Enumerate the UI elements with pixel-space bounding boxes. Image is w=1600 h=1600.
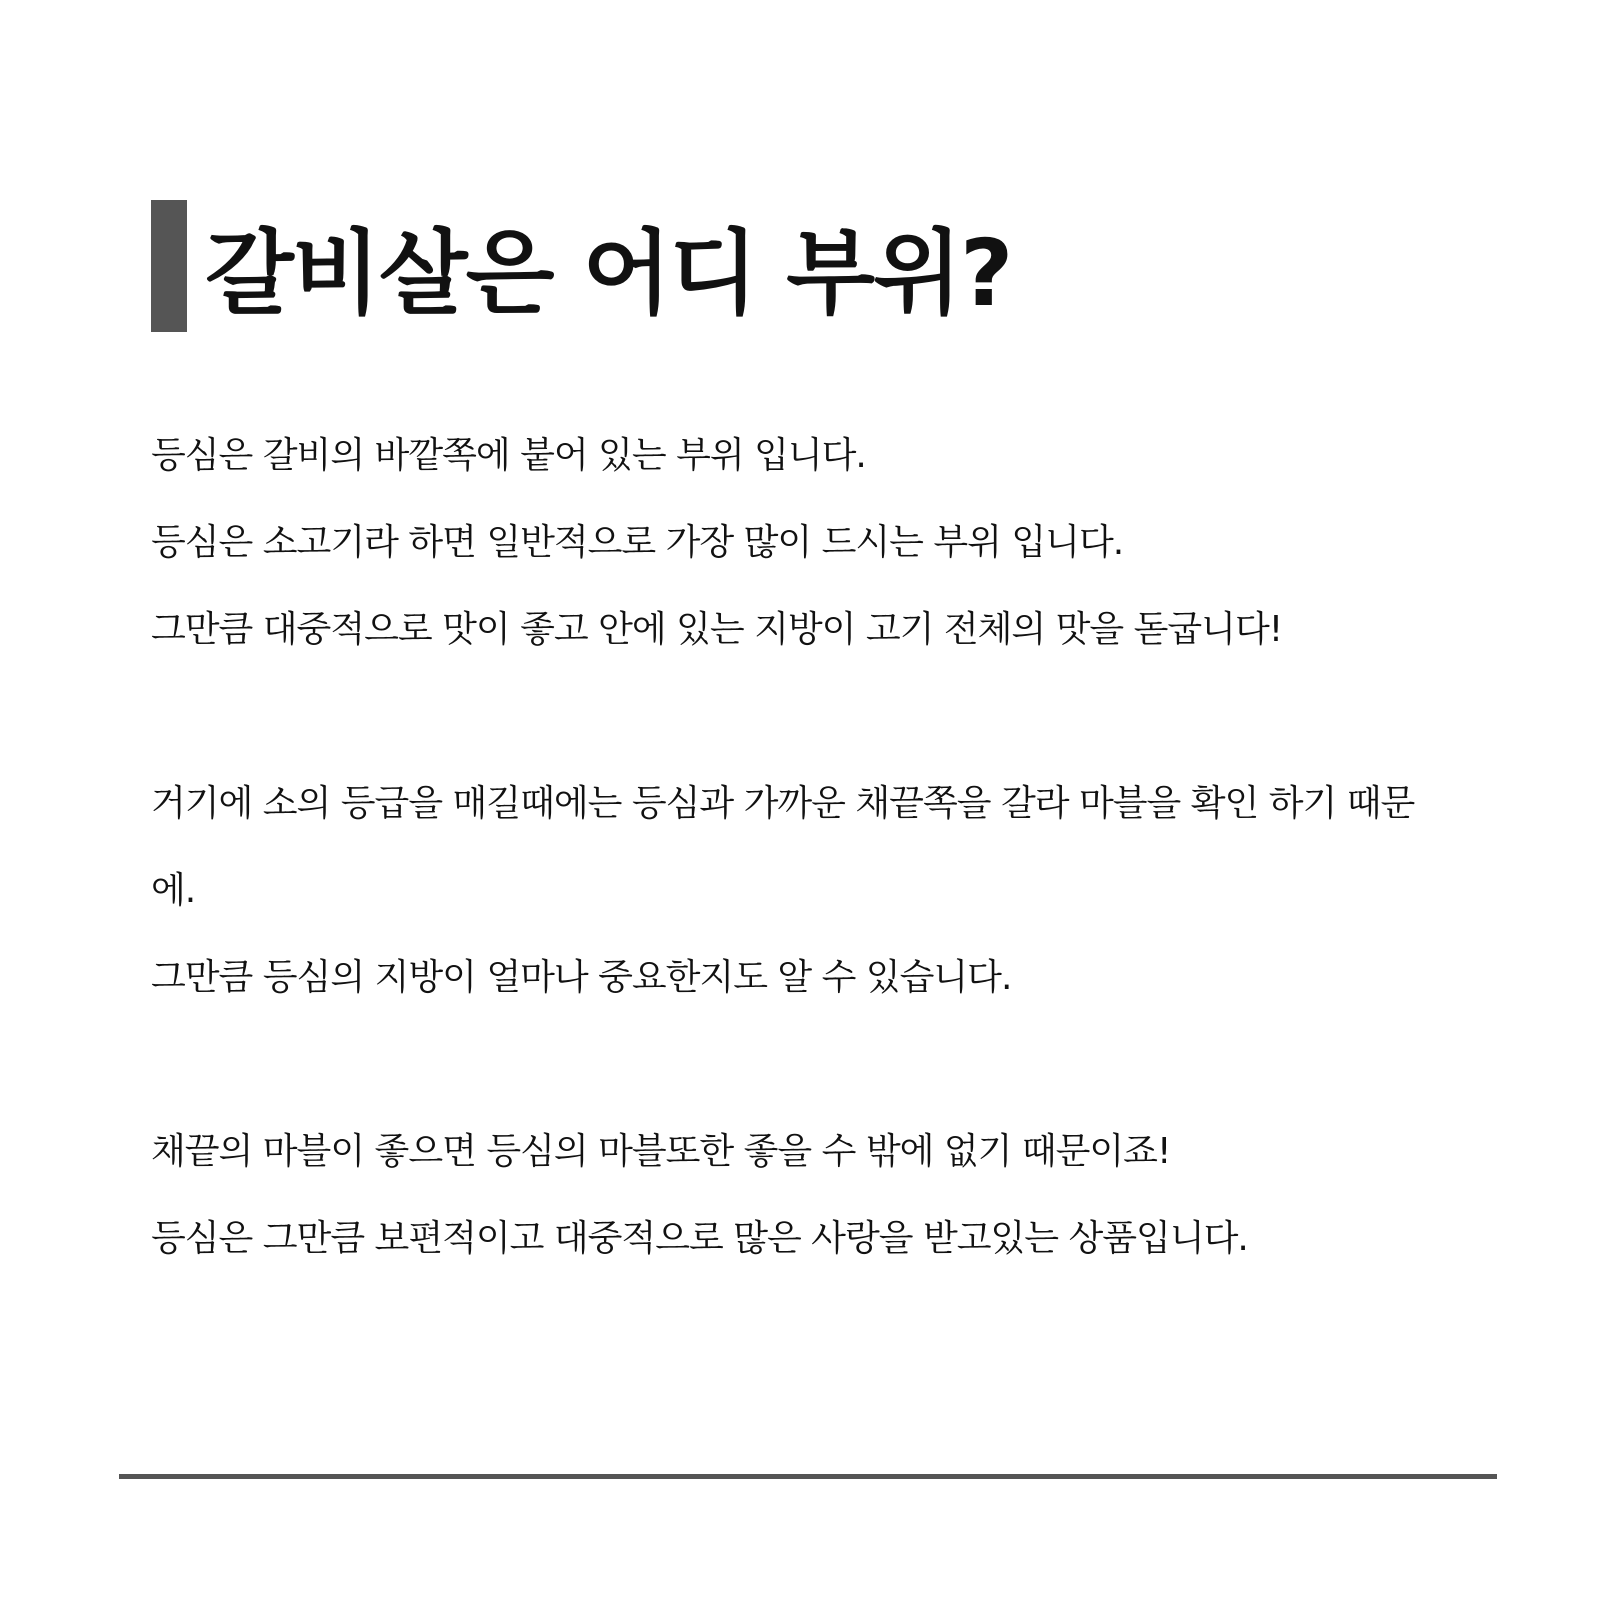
text-line: 등심은 갈비의 바깥쪽에 붙어 있는 부위 입니다. [151, 435, 866, 476]
paragraph-gap [151, 1021, 1461, 1108]
text-line: 거기에 소의 등급을 매길때에는 등심과 가까운 채끝쪽을 갈라 마블을 확인 하기 때문 [151, 783, 1415, 824]
page-title-block [151, 200, 1011, 332]
text-line: 그만큼 등심의 지방이 얼마나 중요한지도 알 수 있습니다. [151, 957, 1012, 998]
paragraph-gap [151, 673, 1461, 760]
text-line: 등심은 그만큼 보편적이고 대중적으로 많은 사랑을 받고있는 상품입니다. [151, 1218, 1248, 1259]
title-accent-bar [151, 200, 187, 332]
text-line: 채끝의 마블이 좋으면 등심의 마블또한 좋을 수 밖에 없기 때문이죠! [151, 1131, 1171, 1172]
bottom-divider [119, 1474, 1497, 1479]
page-title: 갈비살은 어디 부위? [205, 220, 1012, 327]
paragraph-1 [151, 412, 1461, 673]
paragraph-2 [151, 760, 1461, 1021]
text-line: 에. [151, 870, 196, 911]
text-line: 등심은 소고기라 하면 일반적으로 가장 많이 드시는 부위 입니다. [151, 522, 1124, 563]
article-body [151, 412, 1461, 1282]
paragraph-3 [151, 1108, 1461, 1282]
text-line: 그만큼 대중적으로 맛이 좋고 안에 있는 지방이 고기 전체의 맛을 돋굽니다! [151, 609, 1283, 650]
